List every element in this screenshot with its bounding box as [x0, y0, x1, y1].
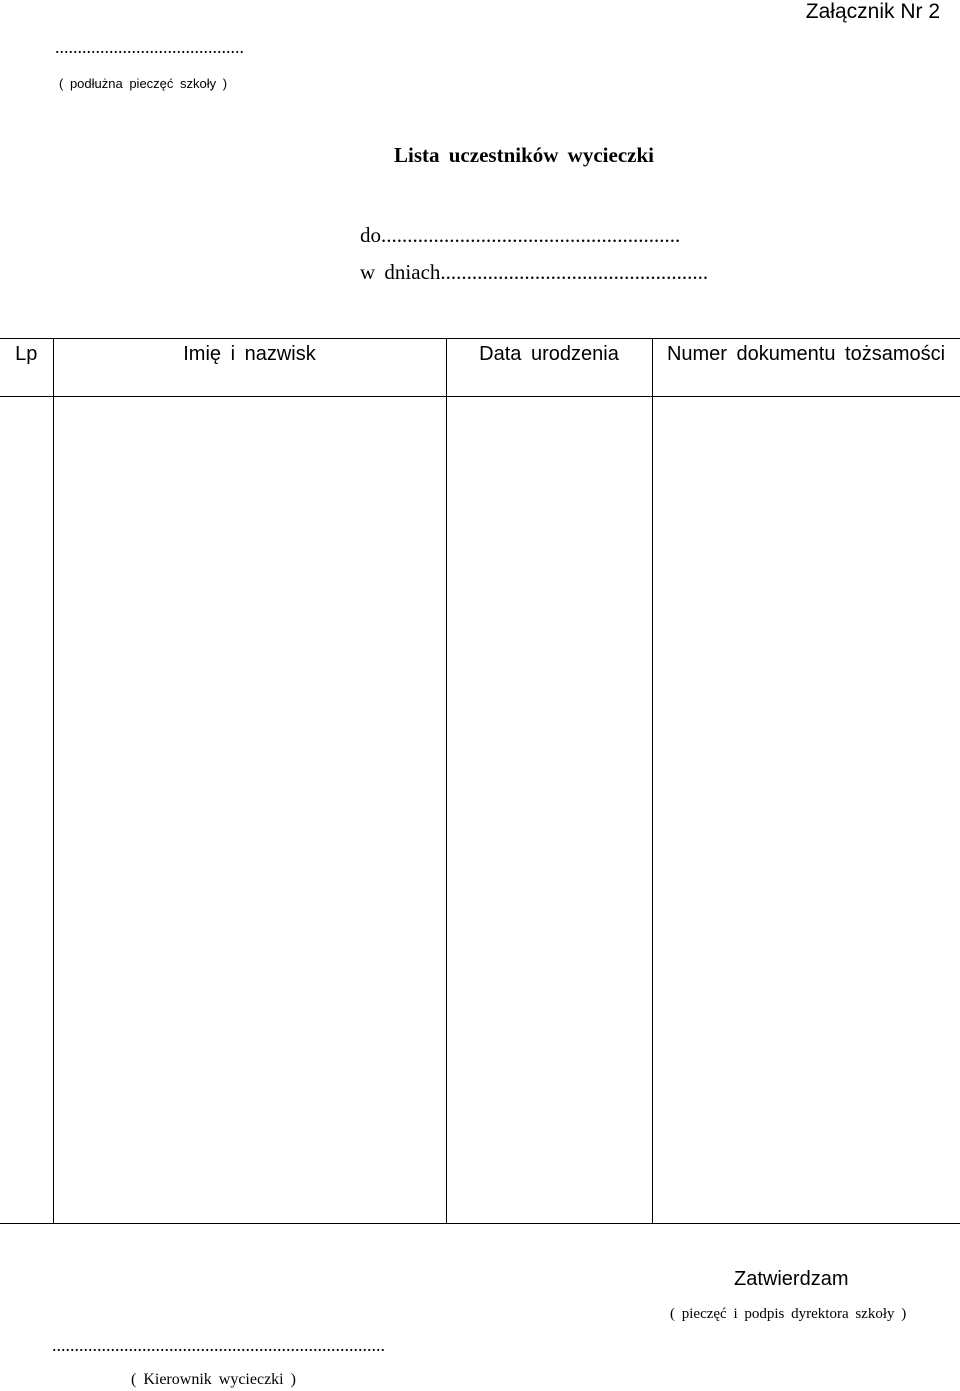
attachment-number: Załącznik Nr 2 — [805, 0, 940, 23]
table-header-row — [0, 339, 960, 397]
cell-name[interactable] — [53, 397, 446, 1224]
cell-id-document[interactable] — [652, 397, 960, 1224]
table-body-row — [0, 397, 960, 1224]
cell-birthdate[interactable] — [446, 397, 652, 1224]
leader-signature-label: ( Kierownik wycieczki ) — [131, 1371, 296, 1388]
school-stamp-label: ( podłużna pieczęć szkoły ) — [59, 76, 228, 91]
cell-lp[interactable] — [0, 397, 53, 1224]
column-header-name: Imię i nazwisk — [53, 339, 446, 397]
participants-table — [0, 338, 960, 1224]
approval-heading: Zatwierdzam — [734, 1268, 849, 1290]
column-header-lp: Lp — [0, 339, 53, 397]
column-header-birthdate: Data urodzenia — [446, 339, 652, 397]
leader-signature-line: .......................................................................... — [52, 1335, 385, 1355]
document-title: Lista uczestników wycieczki — [394, 143, 654, 167]
destination-field: do......................................................... — [360, 223, 681, 247]
column-header-id-document: Numer dokumentu tożsamości — [652, 339, 960, 397]
school-stamp-line: .......................................... — [55, 37, 244, 57]
director-signature-label: ( pieczęć i podpis dyrektora szkoły ) — [670, 1306, 907, 1322]
days-field: w dniach................................................... — [360, 260, 709, 284]
